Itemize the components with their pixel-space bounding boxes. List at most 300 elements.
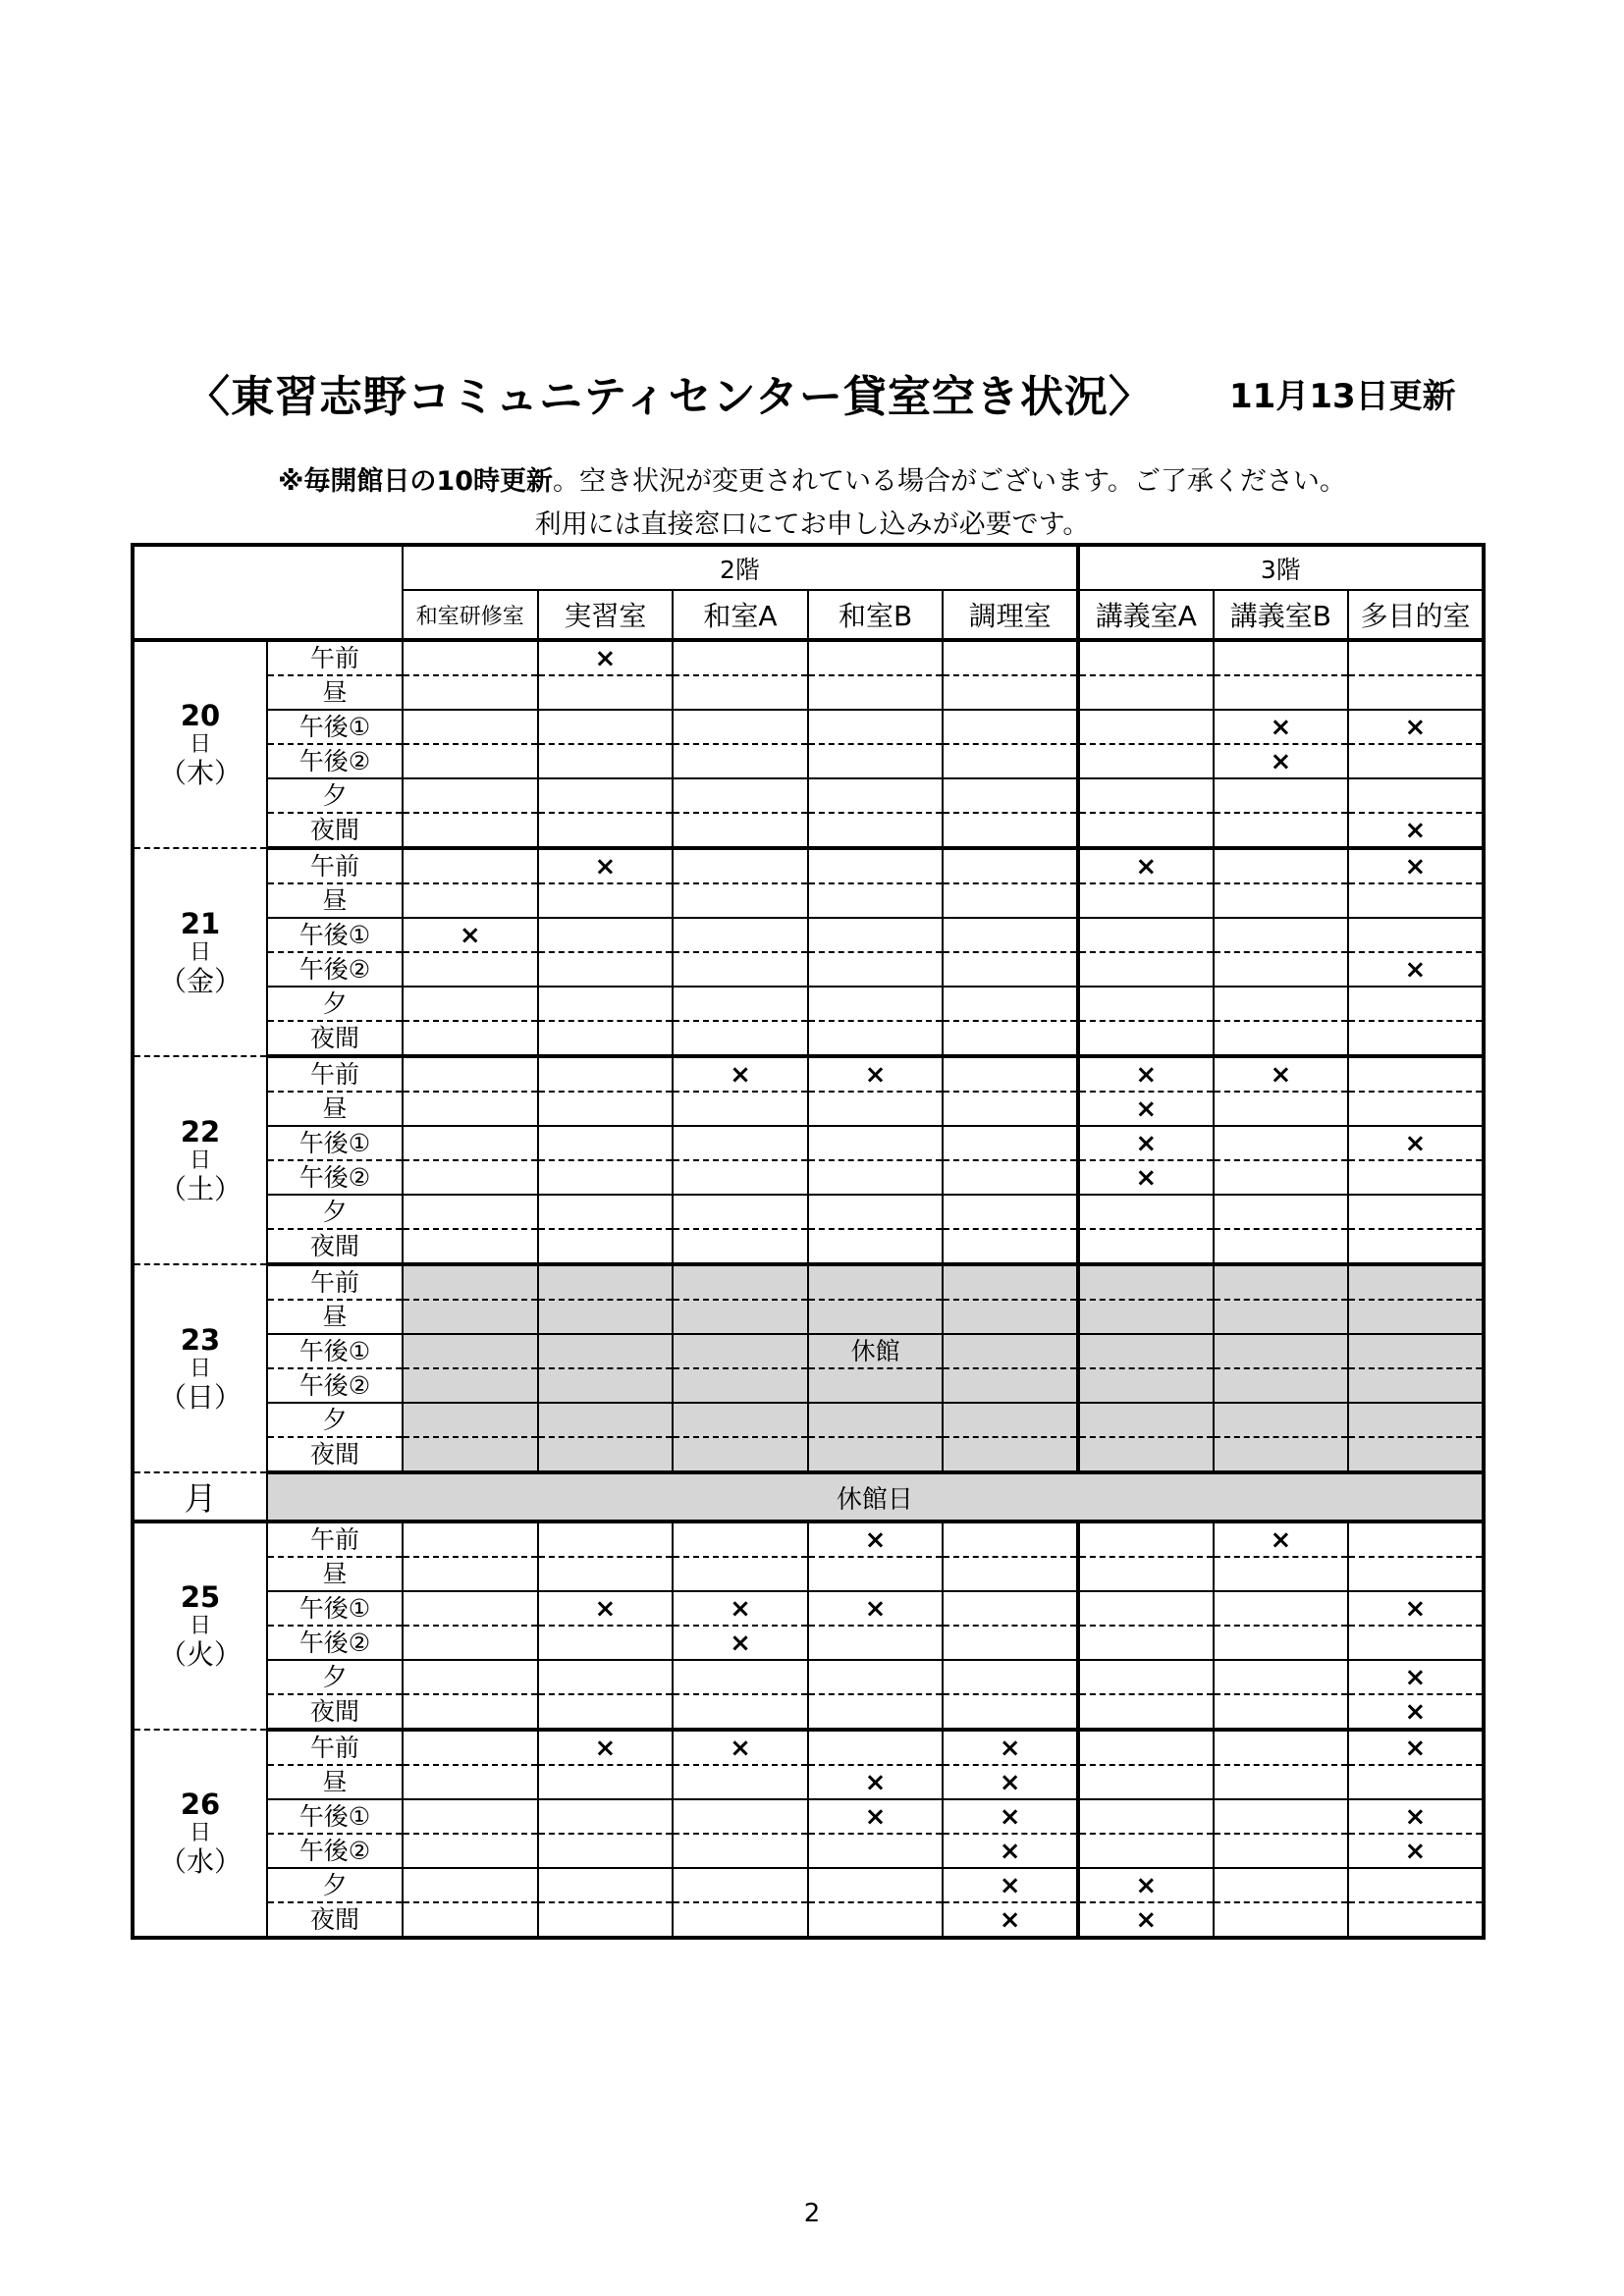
availability-cell xyxy=(673,1126,808,1160)
availability-cell xyxy=(403,1195,538,1229)
availability-cell xyxy=(1078,1437,1214,1472)
availability-cell xyxy=(943,1437,1078,1472)
monday-label: 月 xyxy=(133,1472,267,1522)
availability-cell xyxy=(1078,813,1214,848)
availability-cell xyxy=(808,675,944,710)
booked-mark: × xyxy=(594,1733,617,1763)
availability-cell xyxy=(808,1437,944,1472)
availability-cell xyxy=(673,1522,808,1557)
time-slot-row xyxy=(133,1557,1484,1591)
booked-mark: × xyxy=(1135,1904,1158,1935)
availability-cell xyxy=(1078,1522,1214,1557)
availability-cell xyxy=(538,1092,674,1126)
booked-mark: × xyxy=(999,1801,1021,1832)
availability-cell xyxy=(943,883,1078,918)
availability-cell xyxy=(943,1056,1078,1092)
time-slot-row xyxy=(133,1300,1484,1334)
time-slot-label: 昼 xyxy=(267,1765,403,1799)
booked-mark: × xyxy=(594,851,617,881)
availability-cell xyxy=(1348,778,1484,813)
time-slot-row xyxy=(133,1334,1484,1368)
availability-cell xyxy=(403,987,538,1021)
availability-cell xyxy=(1078,1092,1214,1126)
date-cell xyxy=(133,1522,267,1730)
schedule-body xyxy=(133,640,1484,1938)
availability-cell xyxy=(943,1368,1078,1403)
availability-cell xyxy=(1078,1056,1214,1092)
booked-mark: × xyxy=(999,1870,1021,1900)
availability-cell xyxy=(1078,1626,1214,1660)
availability-cell xyxy=(403,640,538,675)
date-number: 25 xyxy=(180,1580,221,1614)
availability-cell xyxy=(1078,987,1214,1021)
weekday: （水） xyxy=(158,1845,242,1878)
availability-cell xyxy=(538,813,674,848)
availability-cell xyxy=(943,778,1078,813)
availability-cell xyxy=(1348,1522,1484,1557)
availability-cell xyxy=(943,952,1078,987)
availability-cell xyxy=(943,1229,1078,1264)
availability-cell xyxy=(673,1403,808,1437)
booked-mark: × xyxy=(459,920,481,950)
time-slot-row xyxy=(133,1660,1484,1694)
availability-cell xyxy=(538,1626,674,1660)
availability-cell xyxy=(1214,1834,1349,1868)
availability-cell xyxy=(1348,952,1484,987)
availability-cell xyxy=(673,952,808,987)
availability-cell xyxy=(673,987,808,1021)
booked-mark: × xyxy=(1135,851,1158,881)
availability-cell xyxy=(1348,675,1484,710)
availability-cell xyxy=(943,1557,1078,1591)
availability-cell xyxy=(808,778,944,813)
availability-cell xyxy=(943,1160,1078,1195)
availability-cell xyxy=(538,1021,674,1056)
availability-cell xyxy=(538,1195,674,1229)
availability-cell xyxy=(808,813,944,848)
availability-cell xyxy=(403,1229,538,1264)
availability-cell xyxy=(1078,1300,1214,1334)
booked-mark: × xyxy=(1404,1836,1427,1866)
availability-cell xyxy=(1348,710,1484,744)
availability-cell xyxy=(673,1334,808,1368)
availability-cell xyxy=(808,744,944,778)
availability-cell xyxy=(808,640,944,675)
availability-cell xyxy=(403,744,538,778)
availability-cell xyxy=(1214,1195,1349,1229)
time-slot-label: 夕 xyxy=(267,1868,403,1902)
availability-cell xyxy=(673,1765,808,1799)
updated-date: 11月13日更新 xyxy=(1229,377,1456,416)
time-slot-row xyxy=(133,1403,1484,1437)
time-slot-label: 昼 xyxy=(267,883,403,918)
date-unit: 日 xyxy=(189,1148,211,1173)
availability-cell xyxy=(673,1591,808,1626)
availability-cell xyxy=(1214,1437,1349,1472)
availability-cell xyxy=(943,1522,1078,1557)
availability-cell xyxy=(673,640,808,675)
update-note-rest: 。空き状況が変更されている場合がございます。ご了承ください。 xyxy=(552,466,1346,497)
availability-cell xyxy=(403,1126,538,1160)
availability-cell xyxy=(673,1834,808,1868)
availability-cell xyxy=(1078,918,1214,952)
availability-cell xyxy=(1214,675,1349,710)
time-slot-label: 夕 xyxy=(267,987,403,1021)
availability-cell xyxy=(673,1557,808,1591)
availability-cell xyxy=(808,1799,944,1834)
availability-cell xyxy=(943,1868,1078,1902)
booked-mark: × xyxy=(999,1767,1021,1797)
time-slot-row xyxy=(133,640,1484,675)
time-slot-row xyxy=(133,1834,1484,1868)
time-slot-row xyxy=(133,813,1484,848)
booked-mark: × xyxy=(594,1593,617,1624)
time-slot-row xyxy=(133,918,1484,952)
availability-cell xyxy=(403,1557,538,1591)
time-slot-row xyxy=(133,1799,1484,1834)
booked-mark: × xyxy=(730,1059,751,1090)
availability-cell xyxy=(1348,1730,1484,1765)
availability-cell xyxy=(808,710,944,744)
availability-cell xyxy=(1078,883,1214,918)
availability-cell xyxy=(1348,1694,1484,1730)
availability-cell xyxy=(403,1730,538,1765)
availability-cell xyxy=(403,778,538,813)
booked-mark: × xyxy=(1135,1870,1158,1900)
time-slot-row xyxy=(133,1902,1484,1938)
availability-cell xyxy=(673,1730,808,1765)
date-unit: 日 xyxy=(189,1821,211,1845)
time-slot-row xyxy=(133,1264,1484,1300)
availability-cell xyxy=(1214,1522,1349,1557)
availability-cell xyxy=(538,1799,674,1834)
availability-cell xyxy=(673,1626,808,1660)
availability-cell xyxy=(808,1591,944,1626)
time-slot-label: 午後① xyxy=(267,1799,403,1834)
availability-cell xyxy=(1214,1092,1349,1126)
availability-cell xyxy=(1078,1195,1214,1229)
availability-cell xyxy=(403,1437,538,1472)
availability-cell xyxy=(403,918,538,952)
apply-note: 利用には直接窓口にてお申し込みが必要です。 xyxy=(534,509,1090,540)
availability-cell xyxy=(1078,952,1214,987)
update-note-bold: ※毎開館日の10時更新 xyxy=(278,466,553,497)
availability-cell xyxy=(808,1403,944,1437)
availability-cell xyxy=(943,1092,1078,1126)
booked-mark: × xyxy=(1135,1059,1158,1090)
time-slot-row xyxy=(133,710,1484,744)
availability-cell xyxy=(808,1626,944,1660)
time-slot-label: 夜間 xyxy=(267,1021,403,1056)
availability-cell xyxy=(1214,1626,1349,1660)
availability-cell xyxy=(673,813,808,848)
time-slot-row xyxy=(133,778,1484,813)
availability-cell xyxy=(538,918,674,952)
availability-cell xyxy=(808,848,944,883)
booked-mark: × xyxy=(1404,954,1427,985)
availability-cell xyxy=(1214,1557,1349,1591)
availability-cell xyxy=(403,1626,538,1660)
availability-cell xyxy=(808,1264,944,1300)
availability-cell xyxy=(403,1799,538,1834)
availability-cell xyxy=(403,1368,538,1403)
availability-cell xyxy=(1214,1765,1349,1799)
availability-cell xyxy=(808,1522,944,1557)
booked-mark: × xyxy=(730,1593,751,1624)
floor-2-header: 2階 xyxy=(403,545,1078,590)
availability-cell xyxy=(1214,918,1349,952)
date-number: 22 xyxy=(180,1114,221,1148)
time-slot-row xyxy=(133,1591,1484,1626)
time-slot-label: 昼 xyxy=(267,1300,403,1334)
availability-cell xyxy=(403,1092,538,1126)
availability-cell xyxy=(1078,1557,1214,1591)
booked-mark: × xyxy=(594,643,617,673)
availability-cell xyxy=(403,1868,538,1902)
booked-mark: × xyxy=(1404,815,1427,845)
availability-cell xyxy=(673,1799,808,1834)
availability-cell xyxy=(538,987,674,1021)
availability-cell xyxy=(673,1694,808,1730)
availability-cell xyxy=(673,1902,808,1938)
availability-cell xyxy=(808,1902,944,1938)
room-header: 多目的室 xyxy=(1348,590,1484,640)
time-slot-row xyxy=(133,1522,1484,1557)
availability-cell xyxy=(1348,813,1484,848)
availability-cell xyxy=(1078,1334,1214,1368)
availability-cell xyxy=(403,675,538,710)
availability-cell xyxy=(538,1229,674,1264)
availability-cell xyxy=(1078,1021,1214,1056)
availability-cell xyxy=(1348,1368,1484,1403)
time-slot-row xyxy=(133,1056,1484,1092)
availability-cell xyxy=(1214,744,1349,778)
room-header: 和室A xyxy=(673,590,808,640)
date-cell xyxy=(133,640,267,848)
availability-cell xyxy=(1214,710,1349,744)
availability-cell xyxy=(673,1195,808,1229)
availability-cell xyxy=(943,1334,1078,1368)
availability-cell xyxy=(943,1834,1078,1868)
booked-mark: × xyxy=(864,1059,887,1090)
availability-cell xyxy=(943,1300,1078,1334)
availability-cell xyxy=(943,1694,1078,1730)
booked-mark: × xyxy=(1135,1128,1158,1158)
availability-cell xyxy=(808,1868,944,1902)
availability-cell xyxy=(943,1765,1078,1799)
availability-cell xyxy=(673,1437,808,1472)
availability-cell xyxy=(1348,1403,1484,1437)
date-number: 26 xyxy=(180,1788,221,1821)
page-title: 〈東習志野コミュニティセンター貸室空き状況〉 xyxy=(187,372,1153,422)
availability-cell xyxy=(673,1368,808,1403)
availability-cell xyxy=(1348,744,1484,778)
availability-cell xyxy=(1078,710,1214,744)
time-slot-label: 夜間 xyxy=(267,1437,403,1472)
availability-cell xyxy=(1348,1660,1484,1694)
availability-cell xyxy=(673,778,808,813)
time-slot-label: 午前 xyxy=(267,1264,403,1300)
time-slot-row xyxy=(133,952,1484,987)
time-slot-label: 午後② xyxy=(267,1368,403,1403)
availability-cell xyxy=(1214,1660,1349,1694)
availability-cell xyxy=(403,1056,538,1092)
availability-cell xyxy=(1214,1126,1349,1160)
time-slot-label: 午後② xyxy=(267,744,403,778)
update-note xyxy=(0,459,1624,498)
booked-mark: × xyxy=(1404,1662,1427,1692)
floor-3-header: 3階 xyxy=(1078,545,1484,590)
time-slot-label: 夜間 xyxy=(267,813,403,848)
availability-cell xyxy=(1078,640,1214,675)
time-slot-label: 夕 xyxy=(267,1195,403,1229)
availability-cell xyxy=(538,1834,674,1868)
availability-cell xyxy=(1214,1868,1349,1902)
availability-cell xyxy=(538,640,674,675)
time-slot-label: 夕 xyxy=(267,1660,403,1694)
time-slot-label: 午後① xyxy=(267,1126,403,1160)
availability-cell xyxy=(1078,778,1214,813)
availability-cell xyxy=(673,1300,808,1334)
availability-cell xyxy=(1348,1264,1484,1300)
time-slot-row xyxy=(133,675,1484,710)
availability-cell xyxy=(673,1021,808,1056)
availability-cell xyxy=(943,1195,1078,1229)
availability-cell xyxy=(1214,778,1349,813)
availability-cell xyxy=(403,848,538,883)
availability-cell xyxy=(1214,987,1349,1021)
time-slot-row xyxy=(133,1730,1484,1765)
availability-cell xyxy=(538,848,674,883)
date-unit: 日 xyxy=(189,1614,211,1638)
availability-cell xyxy=(943,1730,1078,1765)
availability-cell xyxy=(1214,1730,1349,1765)
availability-cell xyxy=(403,1522,538,1557)
time-slot-row xyxy=(133,883,1484,918)
availability-cell xyxy=(403,1694,538,1730)
availability-cell xyxy=(808,1056,944,1092)
room-header: 和室研修室 xyxy=(403,590,538,640)
availability-cell xyxy=(1214,1694,1349,1730)
monday-closed-text: 休館日 xyxy=(267,1472,1484,1522)
availability-cell xyxy=(943,1021,1078,1056)
availability-cell xyxy=(538,883,674,918)
availability-cell xyxy=(808,1694,944,1730)
availability-cell xyxy=(538,1868,674,1902)
availability-cell xyxy=(1348,1626,1484,1660)
time-slot-row xyxy=(133,1368,1484,1403)
weekday: （火） xyxy=(158,1638,242,1671)
availability-cell xyxy=(538,1160,674,1195)
availability-cell xyxy=(808,1195,944,1229)
availability-cell xyxy=(1348,1902,1484,1938)
availability-cell xyxy=(808,1229,944,1264)
availability-cell xyxy=(943,1902,1078,1938)
header-corner xyxy=(133,545,403,640)
room-header: 和室B xyxy=(808,590,944,640)
availability-cell xyxy=(943,1264,1078,1300)
availability-cell xyxy=(1078,675,1214,710)
availability-cell xyxy=(1078,1591,1214,1626)
availability-cell xyxy=(403,1300,538,1334)
date-number: 21 xyxy=(180,906,221,940)
availability-cell xyxy=(1078,1126,1214,1160)
booked-mark: × xyxy=(999,1904,1021,1935)
booked-mark: × xyxy=(1270,1059,1292,1090)
availability-cell xyxy=(808,1557,944,1591)
availability-cell xyxy=(538,1730,674,1765)
time-slot-label: 午後② xyxy=(267,1834,403,1868)
availability-cell xyxy=(673,1264,808,1300)
availability-cell xyxy=(808,952,944,987)
availability-cell xyxy=(1348,1126,1484,1160)
availability-cell xyxy=(1214,813,1349,848)
weekday: （日） xyxy=(158,1380,242,1414)
availability-cell xyxy=(673,744,808,778)
date-number: 23 xyxy=(180,1322,221,1357)
availability-cell xyxy=(538,1765,674,1799)
availability-cell xyxy=(808,1765,944,1799)
date-unit: 日 xyxy=(189,732,211,757)
availability-cell xyxy=(1348,1160,1484,1195)
availability-cell xyxy=(1078,1834,1214,1868)
availability-cell xyxy=(808,1660,944,1694)
availability-cell xyxy=(1214,1160,1349,1195)
availability-cell xyxy=(1078,1799,1214,1834)
closed-label: 休館 xyxy=(808,1334,944,1368)
booked-mark: × xyxy=(864,1801,887,1832)
availability-cell xyxy=(538,1300,674,1334)
time-slot-row xyxy=(133,1195,1484,1229)
availability-cell xyxy=(1078,1368,1214,1403)
availability-cell xyxy=(943,675,1078,710)
booked-mark: × xyxy=(864,1593,887,1624)
availability-cell xyxy=(1078,1902,1214,1938)
availability-cell xyxy=(403,1834,538,1868)
time-slot-label: 午後② xyxy=(267,952,403,987)
date-unit: 日 xyxy=(189,1356,211,1381)
availability-cell xyxy=(1214,848,1349,883)
time-slot-label: 午前 xyxy=(267,640,403,675)
time-slot-label: 午後① xyxy=(267,710,403,744)
booked-mark: × xyxy=(1135,1162,1158,1193)
availability-cell xyxy=(673,1056,808,1092)
availability-cell xyxy=(403,1021,538,1056)
time-slot-label: 午後① xyxy=(267,1334,403,1368)
availability-cell xyxy=(808,987,944,1021)
booked-mark: × xyxy=(1404,1128,1427,1158)
availability-cell xyxy=(808,1160,944,1195)
availability-cell xyxy=(1078,848,1214,883)
availability-cell xyxy=(1078,1229,1214,1264)
availability-cell xyxy=(673,1160,808,1195)
time-slot-row xyxy=(133,1694,1484,1730)
availability-cell xyxy=(673,918,808,952)
availability-cell xyxy=(943,813,1078,848)
availability-cell xyxy=(808,1021,944,1056)
booked-mark: × xyxy=(1270,1524,1292,1555)
time-slot-row xyxy=(133,848,1484,883)
time-slot-row xyxy=(133,1229,1484,1264)
availability-cell xyxy=(1214,1334,1349,1368)
availability-cell xyxy=(1348,1300,1484,1334)
availability-cell xyxy=(808,1300,944,1334)
availability-cell xyxy=(673,675,808,710)
time-slot-label: 午前 xyxy=(267,1522,403,1557)
time-slot-label: 昼 xyxy=(267,675,403,710)
booked-mark: × xyxy=(730,1733,751,1763)
availability-cell xyxy=(1078,1264,1214,1300)
